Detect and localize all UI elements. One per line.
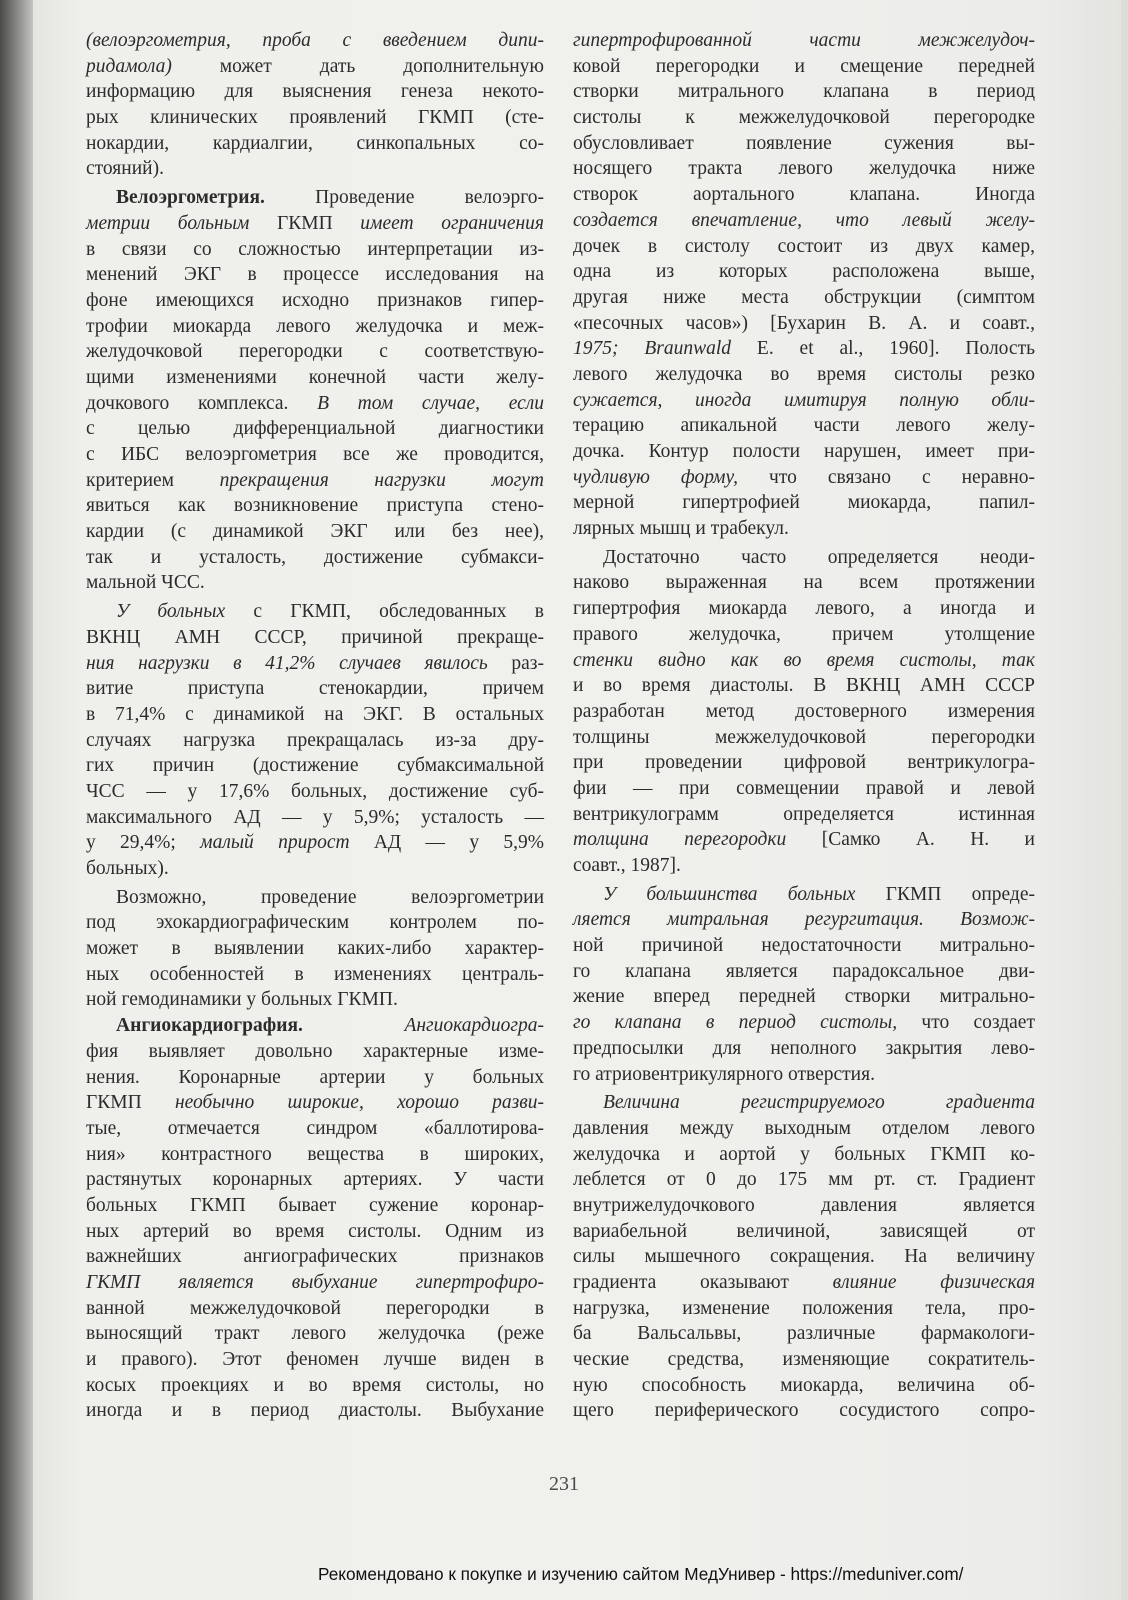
text-run: дочка. Контур полости нарушен, имеет при-	[573, 441, 1035, 462]
text-line	[86, 1219, 544, 1245]
text-run: с ГКМП, обследованных в	[225, 601, 544, 623]
text-line	[573, 208, 1035, 234]
text-run: ческие средства, изменяющие сократитель-	[573, 1349, 1035, 1371]
text-run: максимального АД — у 5,9%; усталость —	[86, 806, 544, 828]
text-run: ной причиной недостаточности митрально-	[573, 935, 1035, 957]
text-run: дочек в систолу состоит из двух камер,	[573, 235, 1035, 257]
text-line	[573, 182, 1035, 208]
text-line	[86, 599, 544, 625]
text-line	[573, 413, 1035, 439]
italic-run: В том случае, если	[317, 392, 545, 414]
text-line	[573, 1062, 1035, 1088]
text-line	[86, 314, 544, 340]
italic-run: необычно широкие, хорошо разви-	[174, 1092, 544, 1114]
text-run: E. et al., 1960]. Полость	[731, 338, 1035, 360]
text-line	[86, 885, 544, 911]
text-run: и правого). Этот феномен лучше виден в	[86, 1349, 544, 1371]
text-line	[573, 490, 1035, 516]
text-run: под эхокардиографическим контролем по-	[86, 912, 544, 934]
italic-run: Ангиокардиогра-	[302, 1015, 544, 1037]
text-line	[573, 725, 1035, 751]
text-line	[86, 54, 544, 80]
text-line	[573, 516, 1035, 542]
text-run: дочкового комплекса.	[86, 392, 318, 414]
text-run: щими изменениями конечной части желу-	[86, 366, 544, 388]
text-line	[86, 1373, 544, 1399]
text-run: желудочка и аортой у больных ГКМП ко-	[573, 1143, 1035, 1165]
text-run: с ИБС велоэргометрия все же проводится,	[86, 444, 544, 465]
text-line	[573, 1270, 1035, 1296]
text-line	[86, 1244, 544, 1270]
italic-run: толщина перегородки	[573, 829, 787, 851]
italic-run: чудливую форму,	[573, 466, 739, 488]
text-run: силы мышечного сокращения. На величину	[573, 1246, 1035, 1268]
italic-run: го клапана в период систолы,	[573, 1012, 898, 1034]
text-line	[86, 1065, 544, 1091]
text-run: леблется от 0 до 175 мм рт. ст. Градиент	[573, 1169, 1035, 1191]
text-line	[86, 185, 544, 211]
text-run: внутрижелудочкового давления является	[573, 1194, 1035, 1216]
text-run: растянутых коронарных артериях. У части	[86, 1169, 544, 1191]
text-run: наково выраженная на всем протяжении	[573, 572, 1035, 594]
text-run: предпосылки для неполного закрытия лево-	[573, 1037, 1035, 1059]
text-line	[573, 156, 1035, 182]
text-run: так и усталость, достижение субмакси-	[86, 546, 544, 568]
text-run: ВКНЦ АМН СССР, причиной прекраще-	[86, 626, 544, 648]
text-run: Достаточно часто определяется неоди-	[603, 546, 1035, 568]
text-line	[86, 702, 544, 728]
text-line	[86, 962, 544, 988]
page-number: 231	[549, 1473, 579, 1495]
italic-run: гипертрофированной части межжелудоч-	[573, 30, 1035, 51]
text-line	[573, 388, 1035, 414]
text-run: тые, отмечается синдром «баллотирова-	[86, 1117, 544, 1139]
text-run: ния» контрастного вещества в широких,	[86, 1143, 544, 1165]
text-line	[86, 676, 544, 702]
text-line	[573, 622, 1035, 648]
italic-run: стенки видно как во время систолы, так	[573, 649, 1035, 671]
text-line	[573, 1244, 1035, 1270]
text-run: разработан метод достоверного измерения	[573, 700, 1035, 722]
text-line	[573, 336, 1035, 362]
text-run: кардии (с динамикой ЭКГ или без нее),	[86, 521, 544, 543]
text-run: градиента оказывают	[573, 1272, 833, 1293]
text-line	[573, 545, 1035, 571]
italic-run: создается впечатление, что левый желу-	[573, 209, 1035, 231]
italic-run: влияние физическая	[832, 1272, 1036, 1293]
text-line	[573, 362, 1035, 388]
text-run: створки митрального клапана в период	[573, 81, 1035, 103]
text-run: гих причин (достижение субмаксимальной	[86, 755, 544, 777]
text-line	[86, 805, 544, 831]
text-run: с целью дифференциальной диагностики	[86, 418, 544, 440]
text-line	[573, 234, 1035, 260]
text-run: при проведении цифровой вентрикулогра-	[573, 752, 1035, 774]
text-line	[86, 1347, 544, 1373]
text-run: вентрикулограмм определяется истинная	[573, 803, 1035, 825]
text-line	[86, 987, 544, 1013]
text-run: иногда и в период диастолы. Выбухание	[86, 1400, 544, 1422]
text-run: левого желудочка во время систолы резко	[573, 363, 1035, 385]
text-line	[86, 1167, 544, 1193]
text-line	[86, 442, 544, 468]
text-line	[86, 830, 544, 856]
text-line	[573, 1036, 1035, 1062]
text-run: ную способность миокарда, величина об-	[573, 1374, 1035, 1396]
italic-run: У больных	[116, 601, 226, 623]
text-run: ГКМП	[249, 212, 361, 234]
text-line	[86, 1116, 544, 1142]
text-line	[573, 776, 1035, 802]
text-run: соавт., 1987].	[573, 855, 681, 876]
text-run: ковой перегородки и смещение передней	[573, 55, 1035, 77]
text-line	[86, 779, 544, 805]
text-line	[573, 802, 1035, 828]
bold-heading-run: Велоэргометрия.	[116, 187, 265, 209]
text-run: терацию апикальной части левого желу-	[573, 415, 1035, 437]
text-run: лярных мышц и трабекул.	[573, 518, 789, 540]
text-line	[573, 596, 1035, 622]
text-line	[86, 651, 544, 677]
text-line	[573, 259, 1035, 285]
text-line	[86, 1296, 544, 1322]
text-line	[86, 237, 544, 263]
text-line	[573, 105, 1035, 131]
italic-run: метрии больным	[86, 212, 250, 234]
text-line	[573, 1398, 1035, 1424]
text-run: давления между выходным отделом левого	[573, 1117, 1035, 1139]
text-run: Проведение велоэрго-	[264, 187, 544, 209]
italic-run: Величина регистрируемого градиента	[603, 1092, 1035, 1114]
text-run: ГКМП	[86, 1092, 175, 1114]
text-line	[86, 262, 544, 288]
text-line	[86, 1013, 544, 1039]
text-line	[573, 311, 1035, 337]
text-line	[573, 673, 1035, 699]
text-run: раз-	[487, 652, 545, 674]
text-line	[86, 28, 544, 54]
text-run: ванной межжелудочковой перегородки в	[86, 1297, 544, 1319]
text-line	[573, 1010, 1035, 1036]
italic-run: ляется митральная регургитация. Возмож-	[573, 909, 1035, 931]
text-run: одна из которых расположена выше,	[573, 261, 1035, 283]
text-run: выносящий тракт левого желудочка (реже	[86, 1323, 544, 1345]
text-run: в связи со сложностью интерпретации из-	[86, 238, 544, 260]
right-text-column	[573, 28, 1035, 1424]
text-run: другая ниже места обструкции (симптом	[573, 286, 1035, 308]
text-line	[573, 54, 1035, 80]
text-line	[573, 1167, 1035, 1193]
text-line	[573, 959, 1035, 985]
text-run: гипертрофия миокарда левого, а иногда и	[573, 598, 1035, 620]
text-run: нагрузка, изменение положения тела, про-	[573, 1297, 1035, 1319]
text-run: больных ГКМП бывает сужение коронар-	[86, 1194, 544, 1216]
text-run: информацию для выяснения генеза некото-	[86, 81, 544, 103]
italic-run: 1975;	[573, 338, 645, 360]
text-line	[573, 1193, 1035, 1219]
text-line	[86, 391, 544, 417]
italic-run: имеет ограничения	[360, 212, 544, 234]
left-text-column	[86, 28, 544, 1424]
text-run: больных).	[86, 858, 169, 879]
text-line	[573, 79, 1035, 105]
text-run: «песочных часов») [Бухарин В. А. и соавт.,	[573, 312, 1035, 334]
text-run: трофии миокарда левого желудочка и меж-	[86, 315, 544, 337]
text-line	[86, 1090, 544, 1116]
text-run: фия выявляет довольно характерные изме-	[86, 1040, 544, 1062]
text-run: менений ЭКГ в процессе исследования на	[86, 264, 544, 286]
text-line	[573, 28, 1035, 54]
text-line	[573, 285, 1035, 311]
text-run: мальной ЧСС.	[86, 572, 205, 594]
text-run: ной гемодинамики у больных ГКМП.	[86, 989, 398, 1011]
text-run: критерием	[86, 469, 220, 491]
text-line	[86, 493, 544, 519]
text-run: жение вперед передней створки митрально-	[573, 986, 1035, 1008]
text-run: ных артерий во время систолы. Одним из	[86, 1220, 544, 1242]
text-run: ЧСС — у 17,6% больных, достижение суб-	[86, 780, 544, 802]
text-line	[573, 648, 1035, 674]
text-line	[573, 882, 1035, 908]
text-run: может дать дополнительную	[171, 55, 544, 77]
text-run: фии — при совмещении правой и левой	[573, 777, 1035, 799]
text-line	[86, 416, 544, 442]
text-run: и во время диастолы. В ВКНЦ АМН СССР	[573, 675, 1035, 697]
text-run: что создает	[897, 1012, 1035, 1034]
text-line	[573, 750, 1035, 776]
text-line	[573, 699, 1035, 725]
text-run: го атриовентрикулярного отверстия.	[573, 1063, 875, 1085]
text-line	[573, 570, 1035, 596]
text-run: обусловливает появление сужения вы-	[573, 132, 1035, 154]
text-line	[86, 1321, 544, 1347]
text-line	[573, 907, 1035, 933]
text-run: нения. Коронарные артерии у больных	[86, 1066, 544, 1088]
text-line	[86, 570, 544, 596]
text-line	[86, 936, 544, 962]
text-run: ба Вальсальвы, различные фармакологи-	[573, 1323, 1035, 1345]
text-run: может в выявлении каких-либо характер-	[86, 938, 544, 960]
footer-recommendation: Рекомендовано к покупке и изучению сайтом МедУнивер - https://meduniver.com/	[318, 1564, 964, 1584]
text-line	[86, 753, 544, 779]
text-line	[573, 827, 1035, 853]
text-run: ГКМП опреде-	[855, 883, 1035, 905]
text-line	[86, 131, 544, 157]
text-run: [Самко А. Н. и	[786, 829, 1035, 851]
italic-run: малый прирост	[200, 832, 350, 854]
text-line	[86, 1142, 544, 1168]
italic-run: (велоэргометрия, проба с введением дипи-	[86, 30, 544, 51]
book-binding-shadow	[0, 0, 33, 1600]
text-run: случаях нагрузка прекращалась из-за дру-	[86, 729, 544, 751]
text-run: толщины межжелудочковой перегородки	[573, 726, 1035, 748]
text-line	[573, 1296, 1035, 1322]
text-run: АД — у 5,9%	[349, 832, 544, 854]
text-run: косых проекциях и во время систолы, но	[86, 1374, 544, 1396]
text-line	[86, 365, 544, 391]
text-line	[86, 1270, 544, 1296]
text-run: мерной гипертрофией миокарда, папил-	[573, 492, 1035, 514]
text-run: ных особенностей в изменениях централь-	[86, 963, 544, 985]
text-run: нокардии, кардиалгии, синкопальных со-	[86, 132, 544, 154]
text-run: желудочковой перегородки с соответствую-	[86, 341, 544, 363]
text-line	[573, 465, 1035, 491]
text-run: вариабельной величиной, зависящей от	[573, 1220, 1035, 1242]
italic-run: прекращения нагрузки могут	[219, 469, 544, 491]
text-line	[86, 339, 544, 365]
text-line	[86, 156, 544, 182]
text-line	[573, 1321, 1035, 1347]
text-run: у 29,4%;	[86, 832, 201, 854]
text-run: щего периферического сосудистого сопро-	[573, 1400, 1035, 1422]
bold-heading-run: Ангиокардиография.	[116, 1015, 303, 1037]
text-run: створок аортального клапана. Иногда	[573, 184, 1035, 206]
text-run: го клапана является парадоксальное дви-	[573, 960, 1035, 982]
text-line	[86, 625, 544, 651]
text-line	[86, 468, 544, 494]
text-run: явиться как возникновение приступа стено-	[86, 495, 544, 517]
text-line	[86, 856, 544, 882]
text-line	[86, 519, 544, 545]
italic-run: ГКМП является выбухание гипертрофиро-	[86, 1272, 544, 1293]
italic-run: ридамола)	[86, 55, 172, 77]
text-line	[86, 288, 544, 314]
italic-run: сужается, иногда имитируя полную обли-	[573, 389, 1035, 411]
text-run: Возможно, проведение велоэргометрии	[116, 886, 544, 908]
italic-run: У большинства больных	[603, 883, 856, 905]
text-line	[86, 1398, 544, 1424]
text-line	[86, 105, 544, 131]
text-line	[573, 1142, 1035, 1168]
text-run: систолы к межжелудочковой перегородке	[573, 107, 1035, 129]
text-line	[86, 545, 544, 571]
text-line	[86, 1039, 544, 1065]
text-run: фоне имеющихся исходно признаков гипер-	[86, 289, 544, 311]
text-run: рых клинических проявлений ГКМП (сте-	[86, 107, 544, 129]
text-line	[573, 439, 1035, 465]
text-line	[86, 211, 544, 237]
text-line	[573, 131, 1035, 157]
text-run: важнейших ангиографических признаков	[86, 1246, 544, 1268]
text-line	[573, 933, 1035, 959]
text-line	[86, 910, 544, 936]
text-line	[86, 1193, 544, 1219]
italic-run: ния нагрузки в 41,2% случаев явилось	[86, 652, 488, 674]
text-run: что связано с неравно-	[738, 466, 1035, 488]
text-run: носящего тракта левого желудочка ниже	[573, 158, 1035, 180]
text-run: в 71,4% с динамикой на ЭКГ. В остальных	[86, 703, 544, 725]
text-run: витие приступа стенокардии, причем	[86, 678, 544, 700]
text-run: правого желудочка, причем утолщение	[573, 623, 1035, 645]
text-line	[86, 79, 544, 105]
text-line	[573, 853, 1035, 879]
text-line	[573, 984, 1035, 1010]
text-line	[573, 1116, 1035, 1142]
text-line	[573, 1219, 1035, 1245]
italic-run: Braunwald	[644, 338, 732, 360]
text-line	[573, 1090, 1035, 1116]
text-line	[86, 728, 544, 754]
text-line	[573, 1373, 1035, 1399]
text-run: стояний).	[86, 158, 164, 180]
text-line	[573, 1347, 1035, 1373]
